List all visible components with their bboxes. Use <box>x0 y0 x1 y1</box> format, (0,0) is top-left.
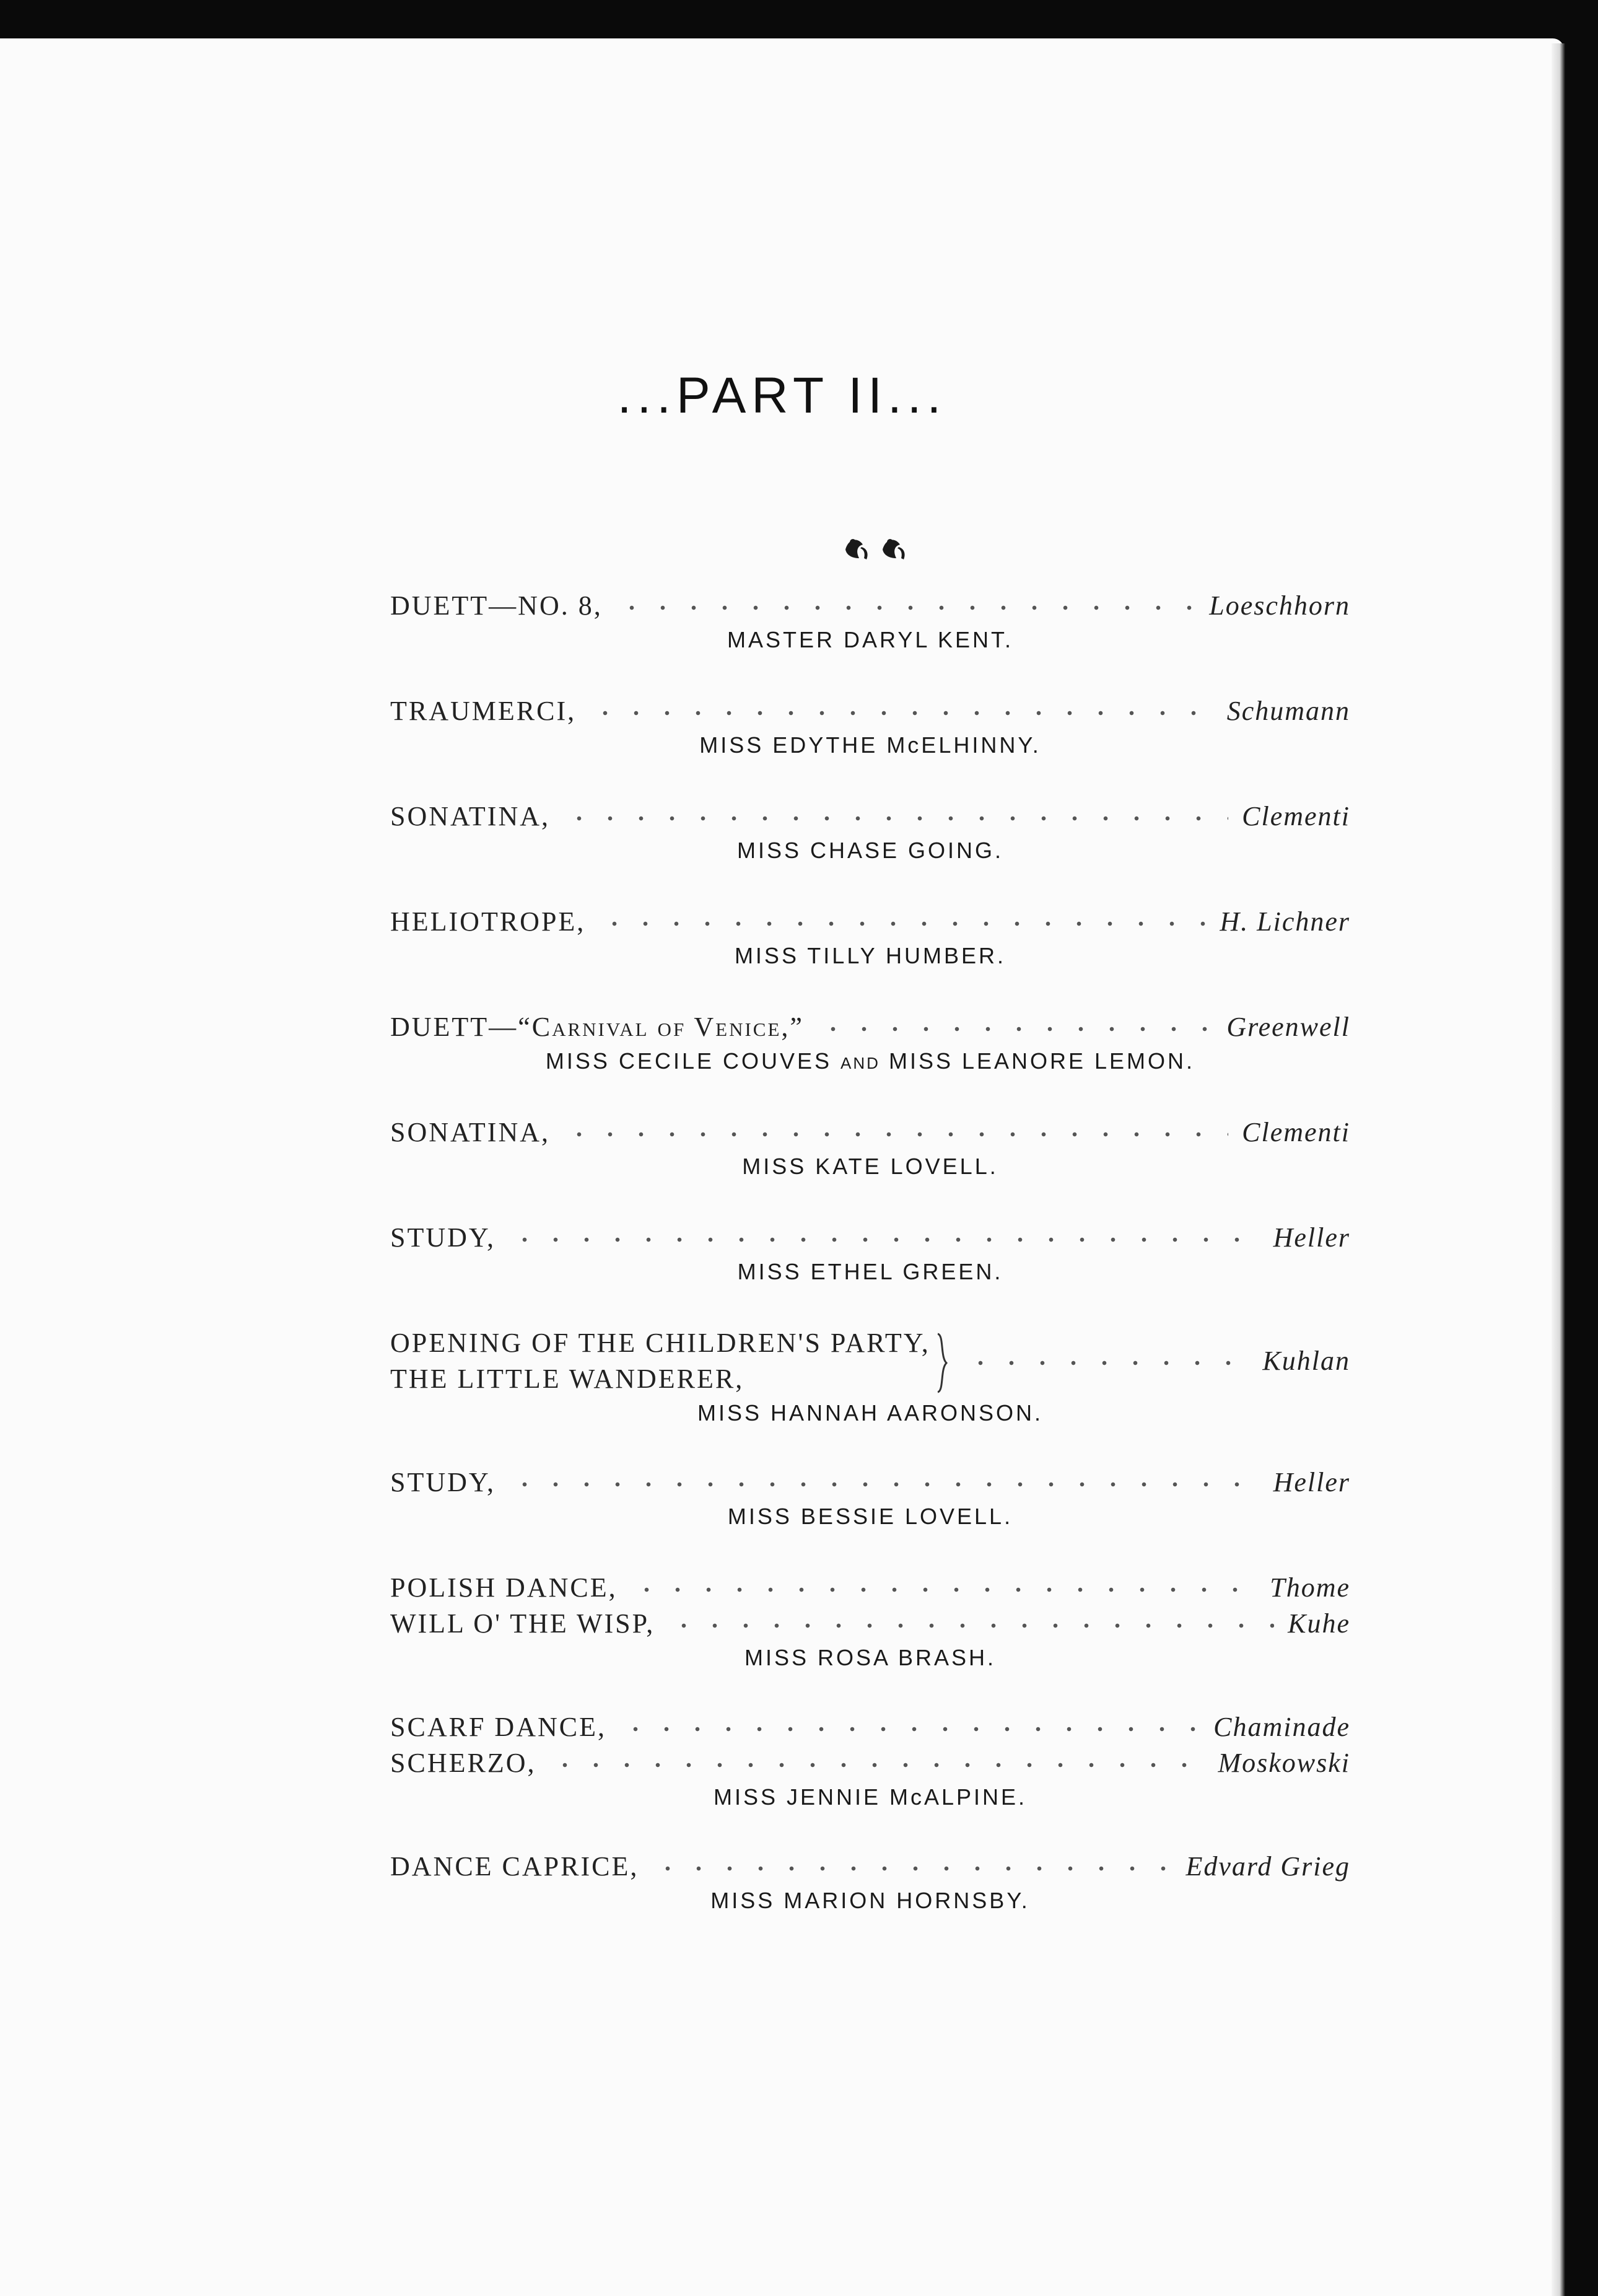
program-entry <box>390 1327 1350 1426</box>
composer-name: Schumann <box>1226 696 1350 726</box>
piece-prefix: DUETT— <box>390 1012 518 1042</box>
performer-name: MISS CHASE GOING. <box>736 838 1004 863</box>
composer-name: Clementi <box>1242 1117 1350 1147</box>
program-entry <box>390 1851 1350 1914</box>
composer-name: Greenwell <box>1226 1012 1350 1042</box>
performer-b: MISS LEANORE LEMON. <box>888 1048 1195 1074</box>
piece-title: POLISH DANCE, <box>390 1572 618 1603</box>
composer-name: Loeschhorn <box>1209 590 1350 621</box>
dot-leader <box>965 1360 1249 1366</box>
piece-title: SCHERZO, <box>390 1748 536 1778</box>
piece-title: STUDY, <box>390 1222 496 1253</box>
composer-name: Moskowski <box>1218 1748 1350 1778</box>
composer-name: Kuhlan <box>1262 1346 1350 1376</box>
brace-icon <box>933 1329 951 1397</box>
composer-name: Clementi <box>1242 801 1350 831</box>
piece-title: STUDY, <box>390 1467 496 1497</box>
program-entry <box>390 1572 1350 1671</box>
dot-leader <box>509 1481 1260 1488</box>
performer-name: MASTER DARYL KENT. <box>727 627 1014 652</box>
dot-leader <box>620 1726 1200 1732</box>
piece-title: DUETT—NO. 8, <box>390 590 603 621</box>
performer-name: MISS KATE LOVELL. <box>742 1154 998 1179</box>
program-page <box>0 38 1564 2296</box>
performer-name: MISS EDYTHE McELHINNY. <box>699 732 1041 758</box>
performer-a: MISS CECILE COUVES <box>545 1048 832 1074</box>
piece-title: SCARF DANCE, <box>390 1712 606 1742</box>
piece-title: SONATINA, <box>390 1117 550 1147</box>
performer-and: AND <box>840 1054 880 1072</box>
program-entry <box>390 1116 1350 1180</box>
program-entry <box>390 1011 1350 1074</box>
program-entry <box>390 590 1350 653</box>
dot-leader <box>549 1762 1204 1768</box>
performer-name: MISS JENNIE McALPINE. <box>713 1784 1028 1810</box>
part-title: ...PART II... <box>617 367 947 424</box>
composer-name: Chaminade <box>1213 1712 1350 1742</box>
dot-leader <box>599 921 1206 927</box>
performer-name: MISS HANNAH AARONSON. <box>697 1400 1044 1426</box>
program-entry <box>390 906 1350 969</box>
composer-name: Edvard Grieg <box>1185 1851 1350 1882</box>
piece-subtitle: “Carnival of Venice,” <box>518 1012 804 1042</box>
program-entry <box>390 1711 1350 1810</box>
program-entry <box>390 1222 1350 1285</box>
dot-leader <box>590 710 1213 716</box>
piece-title: WILL O' THE WISP, <box>390 1608 655 1639</box>
composer-name: Heller <box>1273 1222 1350 1253</box>
dot-leader <box>509 1237 1260 1243</box>
composer-name: H. Lichner <box>1220 906 1350 937</box>
piece-title: THE LITTLE WANDERER, <box>390 1364 744 1394</box>
performer-name: MISS MARION HORNSBY. <box>710 1888 1030 1913</box>
program-entry <box>390 695 1350 758</box>
dot-leader <box>564 1131 1228 1137</box>
dot-leader <box>668 1623 1274 1629</box>
dot-leader <box>818 1026 1213 1032</box>
piece-title: OPENING OF THE CHILDREN'S PARTY, <box>390 1328 930 1358</box>
page-edge <box>1552 43 1565 2296</box>
composer-name: Kuhe <box>1288 1608 1350 1639</box>
dot-leader <box>616 605 1195 611</box>
piece-title <box>390 1011 804 1043</box>
piece-title: HELIOTROPE, <box>390 906 586 937</box>
program-entry <box>390 800 1350 864</box>
piece-title: TRAUMERCI, <box>390 696 577 726</box>
composer-name: Heller <box>1273 1467 1350 1497</box>
fleuron-icon <box>839 531 914 568</box>
performer-name <box>390 1048 1350 1074</box>
performer-name: MISS ETHEL GREEN. <box>737 1259 1003 1284</box>
dot-leader <box>564 815 1228 822</box>
dot-leader <box>652 1865 1172 1872</box>
performer-name: MISS ROSA BRASH. <box>744 1645 997 1670</box>
piece-title: DANCE CAPRICE, <box>390 1851 639 1882</box>
dot-leader <box>631 1587 1257 1593</box>
performer-name: MISS BESSIE LOVELL. <box>727 1504 1013 1529</box>
piece-title: SONATINA, <box>390 801 550 831</box>
program-entry <box>390 1466 1350 1530</box>
composer-name: Thome <box>1270 1572 1350 1603</box>
performer-name: MISS TILLY HUMBER. <box>734 943 1006 968</box>
